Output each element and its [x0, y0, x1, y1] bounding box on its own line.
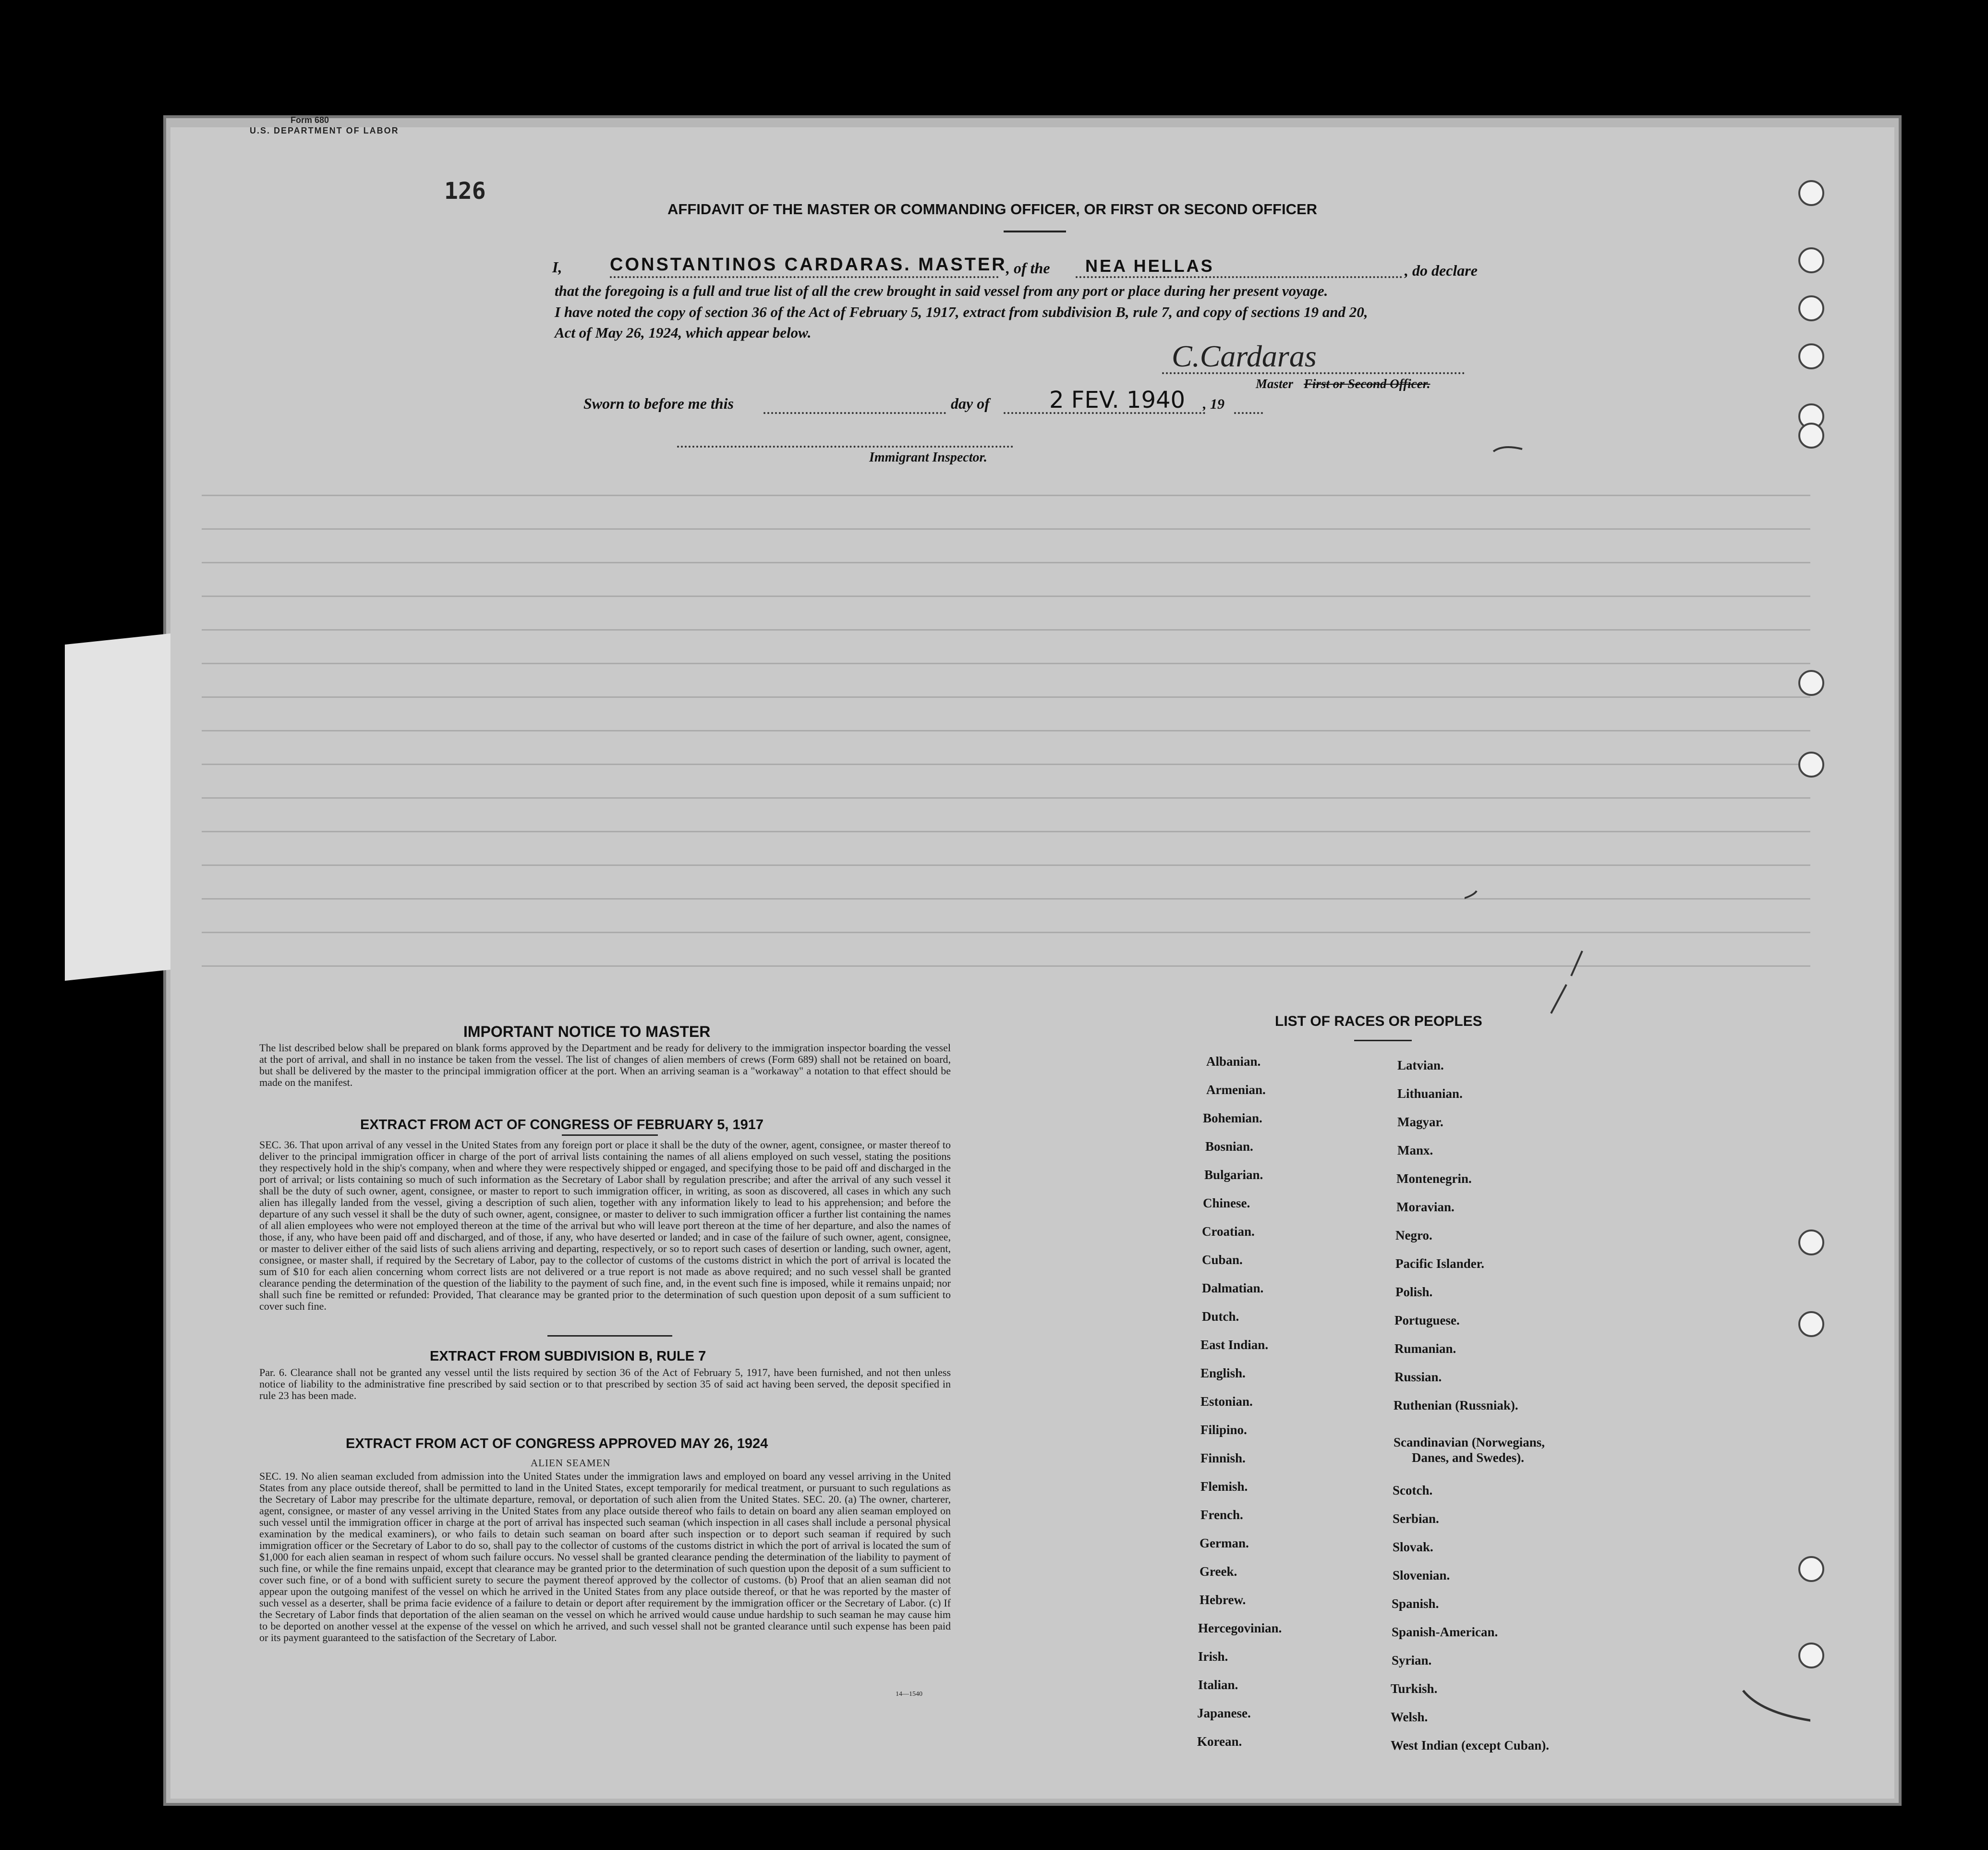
signature-line — [1162, 372, 1465, 374]
do-declare-label: , do declare — [1405, 262, 1478, 279]
month-line — [1004, 412, 1205, 414]
race-item: Irish. — [1198, 1649, 1228, 1664]
races-heading: LIST OF RACES OR PEOPLES — [1275, 1013, 1482, 1029]
extract-1924-body: SEC. 19. No alien seaman excluded from admission into the United States under the immigration laws and employed on board any vessel arriving in the United States from any place outside thereof, shall be permitted to land in the United States, except temporarily for medical treatment, or pursuant to such regulations as the Secretary of Labor may prescribe for the ultimate departure, removal, or deportation of such alien from the United States. SEC. 20. (a) The owner, charterer, agent, consignee, or master of any vessel arriving in the United States from any place outside thereof who fails to detain on board any alien seaman employed on such vessel until the immigration officer in charge at the port of arrival has inspected such seaman (which inspection in all cases shall include a personal physical examination by the medical examiners), or who fails to detain such seaman on board after such inspection or to deport such seaman if required by such immigration officer or the Secretary of Labor to do so, shall pay to the collector of customs of the customs district in which the port of arrival is located the sum of $1,000 for each alien seaman in respect of whom such failure occurs. No vessel shall be granted clearance pending the determination of the liability to payment of such fine, or while the fine remains unpaid, except that clearance may be granted prior to the determination of such question upon the deposit of a sum sufficient to cover such fine, or of a bond with sufficient surety to secure the payment thereof approved by the collector of customs. (b) Proof that an alien seaman did not appear upon the outgoing manifest of the vessel on which he arrived in the United States from any place outside thereof, or that he was reported by the master of such vessel as a deserter, shall be prima facie evidence of a failure to detain or deport after requirement by the immigration officer or the Secretary of Labor. (c) If the Secretary of Labor finds that deportation of the alien seaman on the vessel on which he arrived would cause undue hardship to such seaman he may cause him to be deported on another vessel at the expense of the vessel on which he arrived, and such vessel shall not be granted clearance until such expense has been paid or its payment guaranteed to the satisfaction of the Secretary of Labor. — [259, 1470, 951, 1643]
alien-seamen-subheading: ALIEN SEAMEN — [531, 1457, 611, 1469]
race-item: Negro. — [1395, 1228, 1432, 1242]
race-item: Scandinavian (Norwegians, — [1394, 1435, 1545, 1449]
sworn-day-line — [764, 412, 946, 414]
race-item: Montenegrin. — [1396, 1171, 1472, 1186]
extract-1917-rule — [562, 1134, 658, 1136]
race-item: Manx. — [1397, 1143, 1433, 1157]
subdivision-heading: EXTRACT FROM SUBDIVISION B, RULE 7 — [430, 1349, 706, 1364]
race-item: Polish. — [1395, 1285, 1433, 1299]
race-item: Estonian. — [1200, 1394, 1253, 1409]
race-item: Moravian. — [1396, 1200, 1455, 1214]
punch-hole — [1798, 247, 1824, 273]
notice-heading: IMPORTANT NOTICE TO MASTER — [463, 1023, 711, 1040]
race-item: Chinese. — [1203, 1196, 1250, 1210]
subdivision-body: Par. 6. Clearance shall not be granted any vessel until the lists required by section 36 of the Act of February 5, 1917, have been furnished, and not then unless notice of liability to the administrative fine prescribed by said section or to that prescribed by section 35 of said act having been served, the deposit specified in rule 23 has been made. — [259, 1366, 951, 1401]
affidavit-title: AFFIDAVIT OF THE MASTER OR COMMANDING OFFICER, OR FIRST OR SECOND OFFICER — [667, 201, 1318, 218]
punch-hole — [1798, 295, 1824, 321]
sworn-label: Sworn to before me this — [583, 395, 734, 412]
race-item: Flemish. — [1200, 1479, 1248, 1494]
race-item: Croatian. — [1202, 1224, 1255, 1239]
race-item: Ruthenian (Russniak). — [1394, 1398, 1518, 1412]
race-item: Dutch. — [1202, 1309, 1239, 1324]
inspector-line — [677, 446, 1013, 448]
punch-hole — [1798, 180, 1824, 206]
race-item: Slovenian. — [1393, 1568, 1450, 1582]
master-name-line — [610, 276, 999, 278]
inspector-label: Immigrant Inspector. — [869, 450, 987, 465]
extract-1917-end-rule — [547, 1335, 672, 1337]
races-rule — [1354, 1040, 1412, 1041]
race-item: Pacific Islander. — [1395, 1256, 1484, 1271]
race-item: Hercegovinian. — [1198, 1621, 1282, 1635]
punch-hole — [1798, 343, 1824, 369]
race-item-continued: Danes, and Swedes). — [1412, 1450, 1525, 1465]
race-item: Lithuanian. — [1397, 1086, 1463, 1101]
pen-marks — [1465, 442, 1810, 1739]
footer-code: 14—1540 — [896, 1691, 922, 1698]
race-item: Spanish. — [1392, 1596, 1439, 1611]
affidavit-i: I, — [552, 258, 562, 276]
vessel-name-line — [1076, 276, 1402, 278]
race-item: East Indian. — [1200, 1338, 1269, 1352]
extract-1917-body: SEC. 36. That upon arrival of any vessel in the United States from any foreign port or place it shall be the duty of the owner, agent, consignee, or master thereof to deliver to the principal immigration officer in charge of the port of arrival lists containing the names of all aliens employed on such vessel, stating the positions they respectively hold in the ship's company, when and where they were respectively shipped or engaged, and specifying those to be paid off and discharged in the port of arrival; or lists containing so much of such information as the Secretary of Labor shall by regulation prescribe; and after the arrival of any such vessel it shall be the duty of such owner, agent, consignee, or master to report to such immigration officer, in writing, as soon as discovered, all cases in which any such alien has illegally landed from the vessel, giving a description of such alien, together with any information likely to lead to his apprehension; and before the departure of any such vessel it shall be the duty of such owner, agent, consignee, or master to deliver to such immigration officer a further list containing the names of all alien employees who were not employed thereon at the time of the arrival but who will leave port thereon at the time of her departure, and also the names of those, if any, who have been paid off and discharged, and of those, if any, who have deserted or landed; and in case of the failure of such owner, agent, consignee, or master to deliver either of the said lists of such aliens arriving and departing, respectively, or so to report such cases of desertion or landing, such owner, agent, consignee, or master shall, if required by the Secretary of Labor, pay to the collector of customs of the customs district in which the port of arrival is located the sum of $10 for each alien concerning whom correct lists are not delivered or a true report is not made as above required; and no such vessel shall be granted clearance pending the determination of the question of the liability to the payment of such fine, and, in the event such fine is imposed, while it remains unpaid; nor shall such fine be remitted or refunded: Provided, That clearance may be granted prior to the determination of such question upon deposit of a sum sufficient to cover such fine. — [259, 1139, 951, 1312]
race-item: Welsh. — [1391, 1710, 1428, 1724]
master-name-value: CONSTANTINOS CARDARAS. MASTER — [610, 255, 1007, 275]
race-item: Korean. — [1197, 1734, 1242, 1749]
extract-1924-heading: EXTRACT FROM ACT OF CONGRESS APPROVED MAY 26, 1924 — [346, 1436, 768, 1451]
race-item: English. — [1200, 1366, 1246, 1380]
race-item: Cuban. — [1202, 1253, 1243, 1267]
race-item: Dalmatian. — [1202, 1281, 1264, 1295]
race-item: Italian. — [1198, 1678, 1238, 1692]
race-item: Bosnian. — [1205, 1139, 1253, 1154]
race-item: Russian. — [1394, 1370, 1442, 1384]
race-item: Rumanian. — [1394, 1341, 1456, 1356]
page-stamp: 126 — [444, 178, 486, 205]
race-item: Japanese. — [1197, 1706, 1251, 1720]
race-item: West Indian (except Cuban). — [1391, 1738, 1550, 1753]
race-item: Magyar. — [1397, 1115, 1443, 1129]
race-item: German. — [1200, 1536, 1249, 1550]
race-item: Albanian. — [1206, 1054, 1261, 1069]
title-rule — [1004, 231, 1066, 232]
master-signature: C.Cardaras — [1172, 339, 1317, 373]
race-item: Armenian. — [1206, 1083, 1266, 1097]
race-item: French. — [1200, 1508, 1243, 1522]
race-item: Serbian. — [1393, 1511, 1439, 1526]
race-item: Bulgarian. — [1204, 1168, 1263, 1182]
race-item: Scotch. — [1393, 1483, 1433, 1497]
folded-tab — [65, 633, 175, 981]
affidavit-line-2: that the foregoing is a full and true list of all the crew brought in said vessel from any port or place during her present voyage. — [555, 282, 1328, 299]
race-item: Hebrew. — [1200, 1593, 1246, 1607]
struck-officer-label: First or Second Officer. — [1304, 377, 1430, 391]
race-item: Syrian. — [1392, 1653, 1432, 1667]
race-item: Bohemian. — [1203, 1111, 1262, 1125]
race-item: Finnish. — [1200, 1451, 1246, 1465]
year-line — [1234, 412, 1263, 414]
race-item: Portuguese. — [1394, 1313, 1460, 1327]
race-item: Slovak. — [1393, 1540, 1433, 1554]
year-label: , 19 — [1203, 396, 1224, 412]
race-item: Greek. — [1200, 1564, 1237, 1579]
master-label: Master — [1256, 377, 1294, 391]
affidavit-line-3: I have noted the copy of section 36 of the Act of February 5, 1917, extract from subdivision B, rule 7, and copy of sections 19 and 20, — [555, 304, 1368, 320]
form-number: Form 680 — [291, 115, 329, 125]
sworn-date-value: 2 FEV. 1940 — [1049, 387, 1186, 414]
race-item: Turkish. — [1391, 1681, 1438, 1696]
vessel-name-value: NEA HELLAS — [1085, 256, 1214, 276]
day-of-label: day of — [951, 395, 990, 412]
extract-1917-heading: EXTRACT FROM ACT OF CONGRESS OF FEBRUARY 5, 1917 — [360, 1117, 764, 1132]
of-the-label: , of the — [1006, 259, 1050, 277]
race-item: Spanish-American. — [1392, 1625, 1498, 1639]
race-item: Latvian. — [1397, 1058, 1444, 1072]
affidavit-line-4: Act of May 26, 1924, which appear below. — [555, 324, 812, 341]
race-item: Filipino. — [1200, 1423, 1247, 1437]
department-name: U.S. DEPARTMENT OF LABOR — [250, 126, 399, 135]
notice-body: The list described below shall be prepared on blank forms approved by the Department and be ready for delivery to the immigration inspector boarding the vessel at the port of arrival, and shall in no instance be taken from the vessel. The list of changes of alien members of crews (Form 689) shall not be retained on board, but shall be delivered by the master to the principal immigration officer at the port. When an arriving seaman is a "workaway" a notation to that effect should be made on the manifest. — [259, 1042, 951, 1088]
